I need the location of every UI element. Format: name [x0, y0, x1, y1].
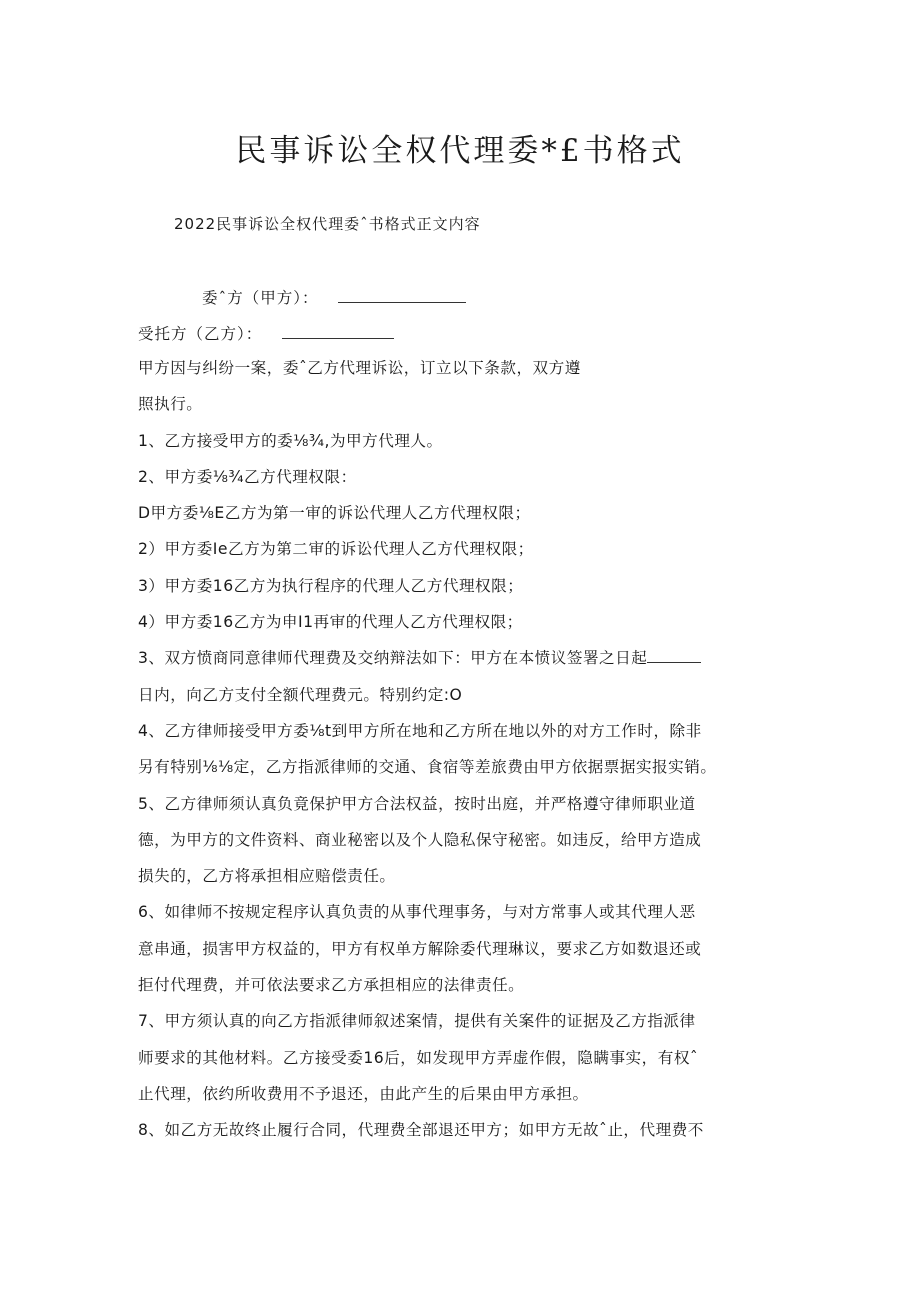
- body-line: [138, 640, 788, 676]
- body-line: 甲方因与纠纷一案，委ˆ乙方代理诉讼，订立以下条款，双方遵: [138, 359, 581, 377]
- fee-clause-text: 3、双方愤商同意律师代理费及交纳辩法如下：甲方在本愤议签署之日起: [138, 649, 648, 668]
- body-line: 6、如律师不按规定程序认真负责的从事代理事务，与对方常事人或其代理人恶: [138, 903, 696, 922]
- body-line: 2、甲方委⅛¾乙方代理权限：: [138, 467, 357, 486]
- body-line: 拒付代理费，并可依法要求乙方承担相应的法律责任。: [138, 976, 525, 995]
- body-line: 5、乙方律师须认真负竟保护甲方合法权益，按时出庭，并严格遵守律师职业道: [138, 794, 696, 813]
- body-line: 止代理，依约所收费用不予退还，由此产生的后果由甲方承担。: [138, 1084, 589, 1103]
- party-b-blank: [282, 324, 394, 339]
- document-body: [138, 350, 788, 1149]
- document-subtitle: 2022民事诉讼全权代理委ˆ书格式正文内容: [174, 215, 481, 233]
- fee-days-blank: [647, 648, 701, 663]
- body-line: 3）甲方委16乙方为执行程序的代理人乙方代理权限；: [138, 576, 524, 595]
- body-line: 日内，向乙方支付全额代理费元。特别约定:O: [138, 685, 463, 704]
- body-line: 意串通，损害甲方权益的，甲方有权单方解除委代理琳议，要求乙方如数退还或: [138, 939, 702, 958]
- party-b-line: [138, 322, 394, 344]
- body-line: 8、如乙方无故终止履行合同，代理费全部退还甲方；如甲方无故ˆ止，代理费不: [138, 1121, 704, 1140]
- body-line: 照执行。: [138, 395, 203, 414]
- body-line: 德，为甲方的文件资料、商业秘密以及个人隐私保守秘密。如违反，给甲方造成: [138, 830, 702, 849]
- body-line: 另有特别⅛⅛定，乙方指派律师的交通、食宿等差旅费由甲方依据票据实报实销。: [138, 758, 717, 777]
- body-line: 损失的，乙方将承担相应赔偿责任。: [138, 867, 396, 886]
- party-a-blank: [338, 288, 466, 303]
- body-line: 4、乙方律师接受甲方委⅛t到甲方所在地和乙方所在地以外的对方工作时，除非: [138, 721, 702, 740]
- body-line: 2）甲方委Ie乙方为第二审的诉讼代理人乙方代理权限；: [138, 540, 534, 559]
- body-line: 1、乙方接受甲方的委⅛¾,为甲方代理人。: [138, 431, 443, 450]
- body-line: 4）甲方委16乙方为申I1再审的代理人乙方代理权限；: [138, 613, 523, 632]
- body-line: 7、甲方须认真的向乙方指派律师叙述案情，提供有关案件的证据及乙方指派律: [138, 1012, 696, 1031]
- document-title: 民事诉讼全权代理委*£书格式: [235, 133, 685, 169]
- body-line: D甲方委⅛E乙方为第一审的诉讼代理人乙方代理权限；: [138, 504, 531, 523]
- party-a-line: [202, 286, 466, 308]
- body-line: 师要求的其他材料。乙方接受委16后，如发现甲方弄虚作假，隐瞒事实，有权ˆ: [138, 1048, 699, 1067]
- party-a-label: 委ˆ方（甲方）：: [202, 289, 319, 307]
- party-b-label: 受托方（乙方）：: [138, 325, 263, 343]
